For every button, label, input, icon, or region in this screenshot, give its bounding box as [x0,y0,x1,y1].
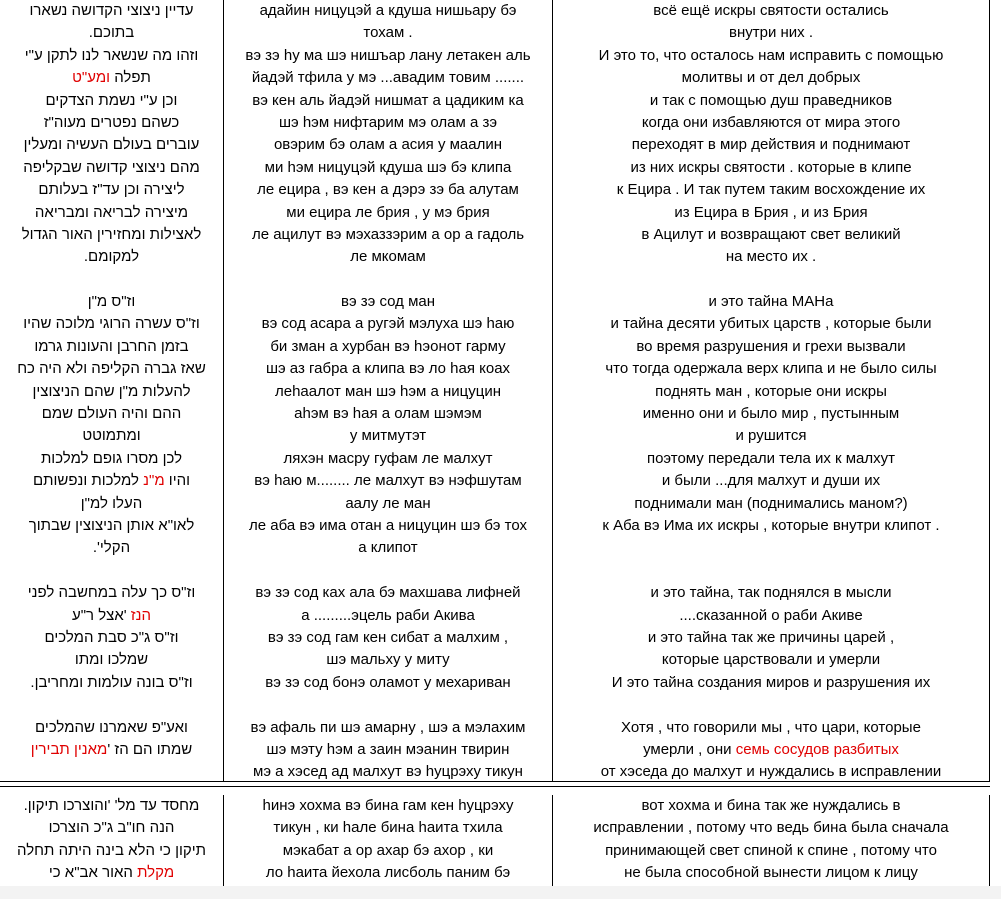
line-text: на место их . [725,248,817,266]
text-line [557,862,985,884]
line-text: вот хохма и бина так же нуждались в [641,797,901,814]
line-text: מהם ניצוצי קדושה שבקליפה [23,158,200,176]
text-line [228,358,548,380]
line-text: תיקון כי הלא בינה היתה תחלה [17,841,206,859]
line-text: а клипот [358,539,418,557]
text-line [4,694,219,716]
line-text: הקלי'. [92,539,131,557]
text-line [557,515,985,537]
line-text: вэ афаль пи шэ амарну , шэ а мэлахим [250,718,526,736]
line-text: ляхэн масру гуфам ле малхут [283,449,493,467]
text-line [557,90,985,112]
highlighted-text: מקלת [137,864,175,882]
text-line [4,582,219,604]
line-text: у митмутэт [349,427,427,445]
text-line [4,493,219,515]
line-text: 'אצל ר"ע [71,606,131,624]
line-text: וז"ס כך עלה במחשבה לפני [27,584,196,602]
line-text: לכן מסרו גופם למלכות [40,449,183,467]
text-line [557,157,985,179]
text-line [4,112,219,134]
line-text: от хэседа до малхут и нуждались в исправлении [600,763,942,781]
text-line [4,862,219,884]
text-line [228,291,548,313]
line-text: поднимали ман (поднимались маном?) [634,494,908,512]
text-line [4,291,219,313]
line-text: למלכות ונפשותם [32,472,144,490]
line-text: леhаалот ман шэ hэм а ницуцин [274,382,502,400]
line-text: בזמן החרבן והעונות גרמו [34,337,189,355]
text-line [557,269,985,291]
text-line [4,739,219,761]
line-text: поэтому передали тела их к малхут [646,449,896,467]
highlighted-text: מאנין תבירין [30,740,108,758]
text-line [228,840,548,862]
line-text: ואע"פ שאמרנו שהמלכים [35,718,188,736]
text-line [228,493,548,515]
line-text: к Аба вэ Има их искры , которые внутри клипот . [602,516,940,534]
line-text: ле мкомам [350,248,426,266]
text-line [228,761,548,783]
text-line [4,672,219,694]
line-text: молитвы и от дел добрых [681,69,861,87]
text-line [4,179,219,201]
line-text: шэ аз габра а клипа вэ ло hая коах [265,360,511,378]
text-line [557,224,985,246]
text-line [4,313,219,335]
text-line [228,22,548,44]
text-line [557,336,985,358]
text-line [4,45,219,67]
text-line [4,649,219,671]
text-line [228,224,548,246]
line-text: и это тайна МАНа [708,293,834,311]
line-text: шэ hэм нифтарим мэ олам а зэ [278,113,497,131]
text-line [557,605,985,627]
table-section-2 [0,787,1001,895]
line-text: которые царствовали и умерли [661,651,881,669]
text-line [557,179,985,201]
text-line [228,134,548,156]
line-text: לאו"א אותן הניצוצין שבתוך [28,516,195,534]
line-text: именно они и было мир , пустынным [642,405,900,423]
highlighted-text: מ"נ [143,472,165,490]
text-line [228,582,548,604]
text-line [557,817,985,839]
line-text: и так с помощью душ праведников [649,91,893,109]
line-text: и рушится [735,427,807,445]
text-line [557,795,985,817]
text-line [228,313,548,335]
line-text: הנה חו"ב ג"כ הוצרכו [48,819,175,837]
text-line [557,425,985,447]
text-line [4,817,219,839]
text-line [557,470,985,492]
text-line [557,493,985,515]
text-line [4,840,219,862]
line-text: И это то, что осталось нам исправить с помощью [598,46,944,64]
line-text: вэ hаю м........ ле малхут вэ нэфшутам [254,472,522,490]
line-text: тикун , ки hале бина hаита тхила [273,819,503,837]
text-line [228,605,548,627]
text-line [557,0,985,22]
text-line [557,840,985,862]
line-text: в Ацилут и возвращают свет великий [641,225,901,243]
line-text: ההם והיה העולם שמם [41,405,182,423]
text-line [228,515,548,537]
text-line [557,694,985,716]
line-text: во время разрушения и грехи вызвали [636,337,906,355]
line-text: поднять ман , которые они искры [655,382,887,400]
line-text: תפלה [110,69,151,87]
text-line [228,795,548,817]
line-text: и были ...для малхут и души их [661,472,881,490]
line-text: ми hэм ницуцэй кдуша шэ бэ клипа [264,158,512,176]
text-line [228,672,548,694]
text-line [228,425,548,447]
line-text: האור אב"א כי [48,864,138,882]
text-line [228,67,548,89]
text-line [4,717,219,739]
line-text: и это тайна, так поднялся в мысли [650,584,892,602]
text-line [228,560,548,582]
line-text: וכן ע"י נשמת הצדקים [45,91,178,109]
line-text: בתוכם. [88,24,135,42]
highlighted-text: семь сосудов разбитых [735,740,899,758]
text-line [557,649,985,671]
text-line [228,269,548,291]
text-line [557,560,985,582]
text-line [557,739,985,761]
line-text: וז"ס בונה עולמות ומחריבן. [30,673,193,691]
russian-column [553,795,990,895]
line-text: аhэм вэ hая а олам шэмэм [294,405,482,423]
text-line [228,817,548,839]
highlighted-text: ומע"ט [72,69,111,87]
line-text: исправлении , потому что ведь бина была сначала [593,819,949,837]
text-line [557,381,985,403]
hebrew-column [0,0,224,781]
text-line [4,358,219,380]
line-text: а .........эцель раби Акива [301,606,475,624]
bottom-scroll-gap [0,886,1001,899]
text-line [228,157,548,179]
line-text: аалу ле ман [345,494,431,512]
text-line [228,717,548,739]
line-text: ле аба вэ има отан а ницуцин шэ бэ тох [248,516,528,534]
line-text: ле ацилут вэ мэхаззэрим а ор а гадоль [251,225,525,243]
text-line [4,0,219,22]
transliteration-column [224,795,553,895]
line-text: וז"ס מ"ן [87,293,136,311]
text-line [557,202,985,224]
text-line [228,537,548,559]
text-line [4,134,219,156]
line-text: что тогда одержала верх клипа и не было силы [605,360,937,378]
text-line [228,0,548,22]
text-line [228,179,548,201]
line-text: переходят в мир действия и поднимают [631,136,911,154]
line-text: шэ мальху у миту [326,651,450,669]
text-line [557,67,985,89]
line-text: עוברים בעולם העשיה ומעלין [23,136,200,154]
transliteration-column [224,0,553,781]
line-text: когда они избавляются от мира этого [641,113,901,131]
line-text: ....сказанной о раби Акиве [679,606,863,624]
line-text: и тайна десяти убитых царств , которые были [610,315,932,333]
text-line [557,627,985,649]
text-line [228,403,548,425]
hebrew-column [0,795,224,895]
text-line [557,22,985,44]
line-text: мэ а хэсед ад малхут вэ hуцрэху тикун [253,763,523,781]
text-line [228,862,548,884]
text-line [4,425,219,447]
text-line [228,246,548,268]
line-text: тохам . [363,24,413,42]
line-text: מיצירה לבריאה ומבריאה [34,203,189,221]
text-line [557,134,985,156]
line-text: вэ сод асара а ругэй мэлуха шэ hаю [261,315,515,333]
line-text: להעלות מ"ן שהם הניצוצין [32,382,191,400]
text-line [557,112,985,134]
text-line [557,291,985,313]
text-line [4,202,219,224]
highlighted-text: הנז [130,606,151,624]
line-text: адайин ницуцэй а кдуша нишьару бэ [259,2,517,19]
line-text: вэ зэ сод бонэ оламот у мехариван [265,673,511,691]
russian-column [553,0,990,781]
text-line [4,515,219,537]
text-line [228,202,548,224]
line-text: шэ мэту hэм а заин мэанин твирин [266,740,510,758]
text-line [228,381,548,403]
line-text: принимающей свет спиной к спине , потому что [605,841,937,859]
line-text: внутри них . [728,24,813,42]
line-text: всё ещё искры святости остались [653,2,889,19]
line-text: ле ецира , вэ кен а дэрэ зэ ба алутам [257,181,519,199]
text-line [228,470,548,492]
line-text: עדיין ניצוצי הקדושה נשארו [29,2,194,19]
line-text: ומתמוטט [82,427,141,445]
text-line [4,403,219,425]
line-text: к Ецира . И так путем таким восхождение их [616,181,926,199]
line-text: из них искры святости . которые в клипе [630,158,912,176]
text-line [557,403,985,425]
text-line [557,358,985,380]
text-line [4,627,219,649]
line-text: вэ зэ сод гам кен сибат а малхим , [267,628,509,646]
text-line [4,246,219,268]
text-line [4,224,219,246]
text-line [228,739,548,761]
line-text: מחסד עד מל' 'והוצרכו תיקון. [23,797,200,814]
line-text: и это тайна так же причины царей , [647,628,895,646]
text-line [228,649,548,671]
text-line [557,448,985,470]
text-line [4,560,219,582]
line-text: שאז גברה הקליפה ולא היה כח [17,360,206,378]
text-line [557,582,985,604]
text-line [557,246,985,268]
text-line [557,761,985,783]
text-line [4,470,219,492]
line-text: умерли , они [643,740,736,758]
line-text: כשהם נפטרים מעוה"ז [43,113,180,131]
line-text: ми ецира ле брия , у мэ брия [286,203,490,221]
line-text: וז"ס עשרה הרוגי מלוכה שהיו [23,315,200,333]
text-line [4,448,219,470]
line-text: hинэ хохма вэ бина гам кен hуцрэху [262,797,514,814]
text-line [4,22,219,44]
text-line [228,694,548,716]
text-line [4,336,219,358]
text-line [557,313,985,335]
text-line [557,672,985,694]
line-text: овэрим бэ олам а асия у маалин [273,136,503,154]
line-text: העלו למ"ן [80,494,143,512]
line-text: вэ кен аль йадэй нишмат а цадиким ка [252,91,524,109]
text-line [4,269,219,291]
text-line [4,537,219,559]
text-line [228,45,548,67]
text-line [557,537,985,559]
line-text: לאצילות ומחזירין האור הגדול [21,225,202,243]
text-line [557,45,985,67]
line-text: из Ецира в Брия , и из Брия [674,203,868,221]
line-text: йадэй тфила у мэ ...авадим товим ....... [251,69,525,87]
line-text: למקומם. [83,248,140,266]
text-line [4,67,219,89]
text-line [4,381,219,403]
text-line [4,90,219,112]
line-text: ליצירה וכן עד"ז בעלותם [38,181,185,199]
line-text: вэ зэ hу ма шэ нишъар лану летакен аль [245,46,531,64]
line-text: Хотя , что говорили мы , что цари, которые [621,718,921,736]
line-text: שמלכו ומתו [74,651,149,669]
text-line [4,795,219,817]
line-text: мэкабат а ор ахар бэ ахор , ки [282,841,494,859]
text-line [228,112,548,134]
line-text: והיו [164,472,191,490]
text-line [4,157,219,179]
text-line [557,717,985,739]
text-line [228,627,548,649]
line-text: не была способной вынести лицом к лицу [624,864,918,882]
line-text: вэ зэ сод ках ала бэ махшава лифней [255,584,521,602]
text-line [228,90,548,112]
line-text: вэ зэ сод ман [340,293,436,311]
text-line [4,605,219,627]
text-line [228,336,548,358]
line-text: ло hаита йехола лисболь паним бэ [265,864,511,882]
line-text: И это тайна создания миров и разрушения их [611,673,931,691]
line-text: וזהו מה שנשאר לנו לתקן ע"י [24,46,199,64]
line-text: שמתו הם הז ' [107,740,193,758]
line-text: би зман а хурбан вэ hэонот гарму [270,337,506,355]
text-line [228,448,548,470]
line-text: וז"ס ג"כ סבת המלכים [44,628,179,646]
